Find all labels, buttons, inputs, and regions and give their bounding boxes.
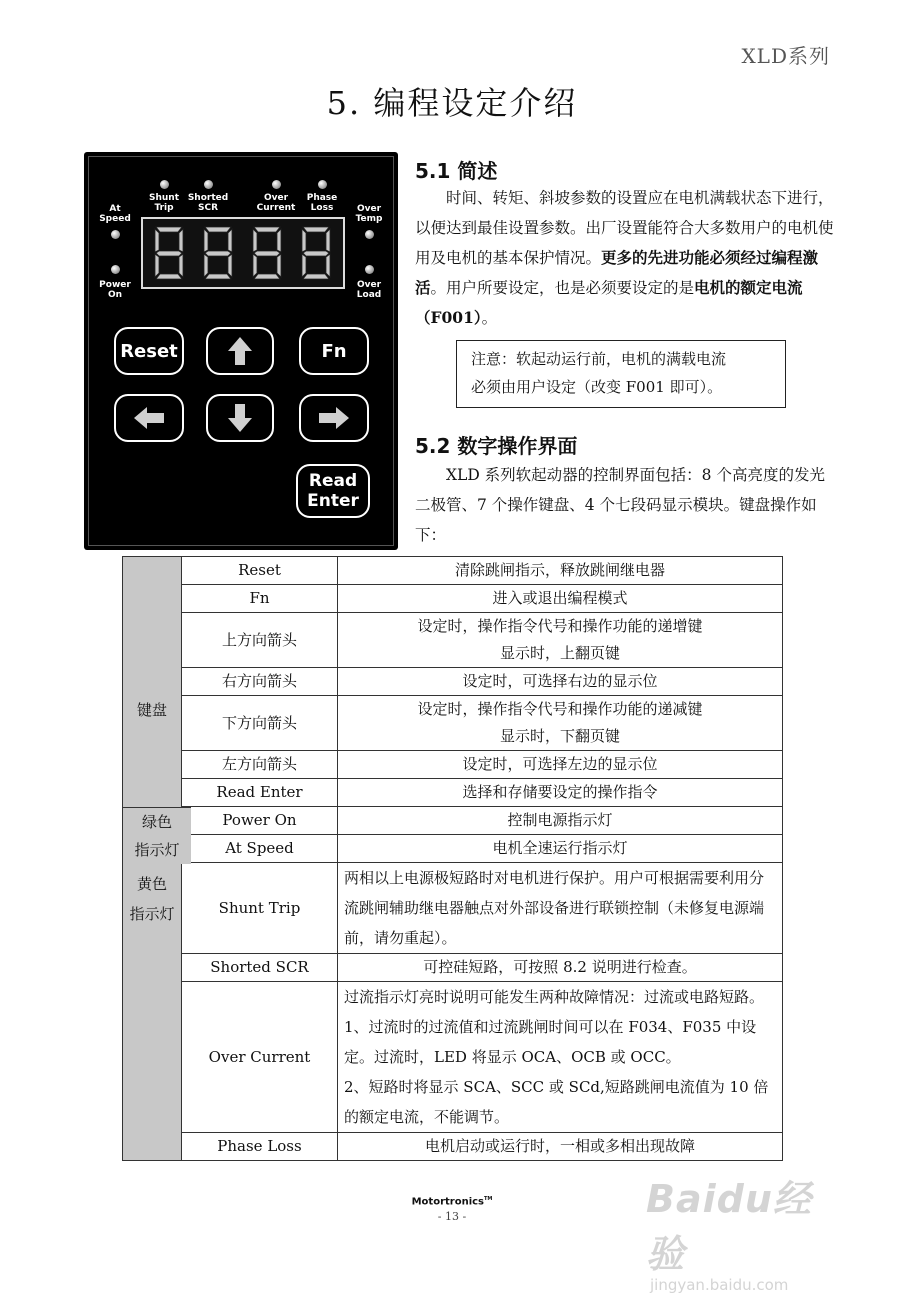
chapter-title: 5. 编程设定介绍: [326, 84, 578, 122]
section1-heading: 5.1 简述: [415, 159, 498, 183]
led-label-phase-loss: Phase Loss: [306, 193, 338, 213]
left-arrow-key[interactable]: [114, 394, 184, 442]
table-row: [123, 863, 783, 954]
reset-key[interactable]: Reset: [114, 327, 184, 375]
row-desc: 电机全速运行指示灯: [338, 835, 783, 863]
row-name: 上方向箭头: [182, 613, 338, 668]
led-shorted-scr-icon: [204, 180, 213, 189]
footer-brand: Motortronics™: [411, 1196, 493, 1208]
note-line1: 注意：软起动运行前，电机的满载电流: [471, 350, 727, 368]
table-row: [123, 1133, 783, 1161]
right-arrow-icon: [318, 406, 350, 430]
section1-body: [415, 183, 835, 333]
table-row: [123, 668, 783, 696]
fn-key[interactable]: Fn: [299, 327, 369, 375]
seven-segment-display: [141, 217, 345, 289]
row-name: Fn: [182, 585, 338, 613]
row-name: Read Enter: [182, 779, 338, 807]
section1-bold-a: 更多的先进功能必须经过编程激活: [415, 248, 819, 297]
led-power-on-icon: [111, 265, 120, 274]
section1-bold-b: 电机的额定电流（F001）: [415, 278, 803, 327]
read-enter-line1: Read: [308, 471, 358, 491]
row-desc: 设定时，可选择左边的显示位: [338, 751, 783, 779]
down-arrow-key[interactable]: [206, 394, 274, 442]
watermark: Baidu经验 jingyan.baidu.com: [646, 1177, 812, 1294]
row-desc: 选择和存储要设定的操作指令: [338, 779, 783, 807]
table-row: [123, 779, 783, 807]
page-number: - 13 -: [437, 1210, 467, 1223]
row-name: Over Current: [182, 982, 338, 1133]
led-over-load-icon: [365, 265, 374, 274]
series-label: XLD系列: [741, 44, 830, 68]
row-desc: 电机启动或运行时，一相或多相出现故障: [338, 1133, 783, 1161]
digit-2: [198, 225, 238, 281]
read-enter-key[interactable]: [296, 464, 370, 518]
table-row: [123, 835, 783, 863]
led-label-shunt-trip: Shunt Trip: [148, 193, 179, 213]
section2-heading: 5.2 数字操作界面: [415, 434, 578, 458]
digit-3: [247, 225, 287, 281]
led-shunt-trip-icon: [160, 180, 169, 189]
row-desc: 进入或退出编程模式: [338, 585, 783, 613]
led-label-shorted-scr: Shorted SCR: [187, 193, 229, 213]
row-name: Power On: [182, 807, 338, 835]
category-green-led-label: 绿色 指示灯: [123, 807, 191, 864]
table-row: [123, 557, 783, 585]
led-label-over-current: Over Current: [256, 193, 296, 213]
led-over-current-icon: [272, 180, 281, 189]
up-arrow-icon: [227, 336, 253, 366]
row-desc: 设定时，可选择右边的显示位: [338, 668, 783, 696]
led-over-temp-icon: [365, 230, 374, 239]
table-row: [123, 982, 783, 1133]
row-name: Phase Loss: [182, 1133, 338, 1161]
table-row: [123, 954, 783, 982]
row-name: At Speed: [182, 835, 338, 863]
table-row: [123, 613, 783, 668]
category-yellow-led: 黄色 指示灯: [123, 863, 182, 1161]
section2-body: XLD 系列软起动器的控制界面包括：8 个高亮度的发光二极管、7 个操作键盘、4 个七段码显示模块。键盘操作如下：: [415, 466, 825, 544]
table-row: [123, 585, 783, 613]
note-line2: 必须由用户设定（改变 F001 即可）。: [471, 378, 723, 396]
table-row: [123, 807, 783, 835]
row-name: Shunt Trip: [182, 863, 338, 954]
row-desc: 清除跳闸指示，释放跳闸继电器: [338, 557, 783, 585]
row-desc: 过流指示灯亮时说明可能发生两种故障情况：过流或电路短路。 1、过流时的过流值和过流跳闸时间可以在 F034、F035 中设定。过流时，LED 将显示 OCA、OCB 或 OCC。 2、短路时将显示 SCA、SCC 或 SCd,短路跳闸电流值为 10 倍的额定电流，不能调节。: [338, 982, 783, 1133]
row-name: 左方向箭头: [182, 751, 338, 779]
control-panel: [84, 152, 398, 550]
down-arrow-icon: [227, 403, 253, 433]
row-name: Reset: [182, 557, 338, 585]
row-desc: 两相以上电源极短路时对电机进行保护。用户可根据需要利用分流跳闸辅助继电器触点对外部设备进行联锁控制（未修复电源端前，请勿重起）。: [338, 863, 783, 954]
digit-1: [149, 225, 189, 281]
operation-table: [122, 556, 783, 1161]
row-desc: 设定时，操作指令代号和操作功能的递减键 显示时，下翻页键: [338, 696, 783, 751]
right-arrow-key[interactable]: [299, 394, 369, 442]
led-label-over-load: Over Load: [356, 280, 382, 300]
category-keyboard: 键盘: [123, 557, 182, 863]
row-desc: 控制电源指示灯: [338, 807, 783, 835]
row-name: Shorted SCR: [182, 954, 338, 982]
left-arrow-icon: [133, 406, 165, 430]
led-phase-loss-icon: [318, 180, 327, 189]
table-row: [123, 696, 783, 751]
read-enter-line2: Enter: [307, 491, 359, 511]
section1-text-c: 。: [481, 309, 498, 327]
section1-text-b: 。用户所要设定，也是必须要设定的是: [430, 279, 695, 297]
led-label-over-temp: Over Temp: [355, 204, 383, 224]
table-row: [123, 751, 783, 779]
led-label-power-on: Power On: [99, 280, 131, 300]
row-desc: 可控硅短路，可按照 8.2 说明进行检查。: [338, 954, 783, 982]
led-at-speed-icon: [111, 230, 120, 239]
row-desc: 设定时，操作指令代号和操作功能的递增键 显示时，上翻页键: [338, 613, 783, 668]
row-name: 右方向箭头: [182, 668, 338, 696]
led-label-at-speed: At Speed: [99, 204, 131, 224]
digit-4: [296, 225, 336, 281]
note-box: [456, 340, 786, 408]
up-arrow-key[interactable]: [206, 327, 274, 375]
row-name: 下方向箭头: [182, 696, 338, 751]
section1-text-a: 时间、转矩、斜坡参数的设置应在电机满载状态下进行，以便达到最佳设置参数。出厂设置能符合大多数用户的电机使用及电机的基本保护情况。: [415, 189, 834, 267]
